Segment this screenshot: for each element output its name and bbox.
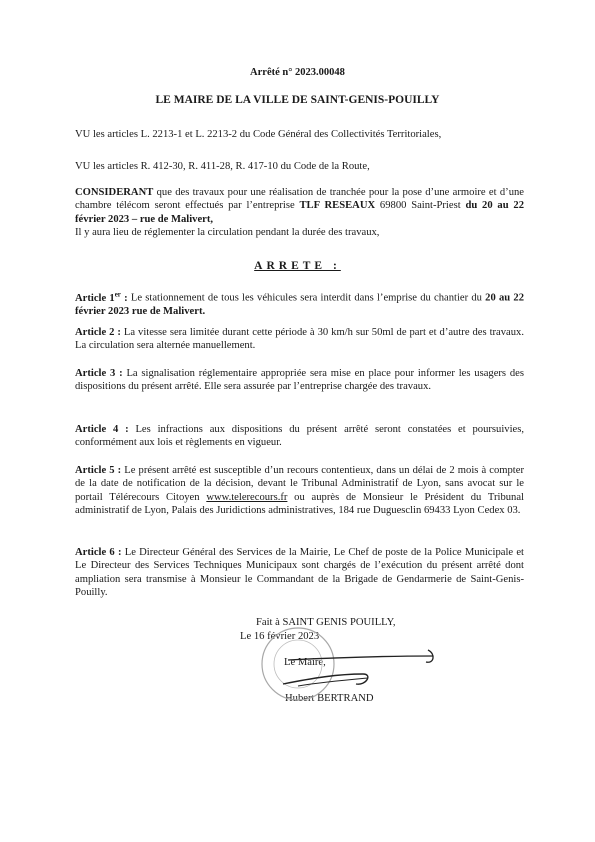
mayor-name: Hubert BERTRAND: [285, 693, 374, 704]
article-5-text-2: ou auprès de Monsieur le Président du Tribunal administratif de Lyon, Palais des Juridictions administratives, 184 rue Duguesclin 69433 Lyon Cedex 03.: [75, 491, 524, 517]
article-1-label: [75, 290, 131, 304]
issuing-authority: LE MAIRE DE LA VILLE DE SAINT-GENIS-POUILLY: [155, 94, 440, 106]
article-1-colon: :: [120, 292, 131, 304]
article-5-label: Article 5 :: [75, 465, 122, 476]
article-1-text: Le stationnement de tous les véhicules sera interdit dans l’emprise du chantier du: [130, 292, 486, 304]
company-name: TLF RESEAUX: [299, 200, 376, 212]
signature-date: Le 16 février 2023: [240, 631, 320, 642]
considerant-label: CONSIDERANT: [75, 187, 154, 198]
article-3-label: Article 3 :: [75, 368, 123, 379]
decision-heading-text: ARRETE :: [254, 260, 341, 272]
article-5: [75, 464, 524, 518]
works-dates-location: du 20 au 22 février 2023 – rue de Malivert,: [75, 200, 525, 225]
article-4: [75, 423, 524, 450]
visa-1: [75, 128, 524, 141]
arrete-number: Arrêté n° 2023.00048: [250, 67, 345, 78]
visa-1-text: VU les articles L. 2213-1 et L. 2213-2 du Code Général des Collectivités Territoriales,: [75, 129, 442, 140]
considerant-end: Il y aura lieu de réglementer la circulation pendant la durée des travaux,: [75, 227, 380, 239]
article-4-label: Article 4 :: [75, 424, 129, 435]
article-4-text: Les infractions aux dispositions du présent arrêté seront constatées et poursuivies, conformément aux lois et règlements en vigueur.: [75, 424, 524, 449]
article-3: [75, 367, 524, 394]
article-6: [75, 546, 524, 600]
article-6-label: Article 6 :: [75, 547, 122, 558]
article-5-text-1: Le présent arrêté est susceptible d’un recours contentieux, dans un délai de 2 mois à compter de la date de notification de la décision, devant le Tribunal Administratif de Lyon, sans avocat sur le portail Télérecours Citoyen: [75, 465, 524, 503]
handwritten-signature-icon: [268, 644, 448, 694]
visa-2-text: VU les articles R. 412-30, R. 411-28, R. 417-10 du Code de la Route,: [75, 161, 370, 172]
signature-place: Fait à SAINT GENIS POUILLY,: [256, 617, 396, 628]
company-address: 69800 Saint-Priest: [375, 200, 466, 212]
considerant-paragraph: [75, 186, 524, 240]
article-3-text: La signalisation réglementaire appropriée sera mise en place pour informer les usagers des dispositions du présent arrêté. Elle sera assurée par l’entreprise chargée des travaux.: [75, 368, 524, 393]
considerant-text: que des travaux pour une réalisation de tranchée pour la pose d’une armoire et d’une chambre télécom seront effectués par l’entreprise: [75, 187, 524, 212]
article-1-label-text: Article 1: [75, 292, 115, 304]
article-6-text: Le Directeur Général des Services de la Mairie, Le Chef de poste de la Police Municipale et Le Directeur des Services Techniques Municipaux sont chargés de l’exécution du présent arrêté dont ampliation sera transmise à Monsieur le Commandant de la Brigade de Gendarmerie de Saint-Genis-Pouilly.: [75, 547, 524, 599]
article-2-text: La vitesse sera limitée durant cette période à 30 km/h sur 50ml de part et d’autre des travaux. La circulation sera alternée manuellement.: [75, 327, 524, 352]
article-1: [75, 288, 524, 318]
visa-2: [75, 160, 524, 173]
telerecours-link[interactable]: www.telerecours.fr: [206, 491, 288, 503]
decision-heading: [0, 260, 595, 272]
signature-title: Le Maire,: [284, 657, 326, 668]
article-2: [75, 326, 524, 353]
article-2-label: Article 2 :: [75, 327, 121, 338]
article-1-dates: 20 au 22 février 2023 rue de Malivert.: [75, 292, 524, 317]
article-1-sup: er: [114, 290, 121, 298]
